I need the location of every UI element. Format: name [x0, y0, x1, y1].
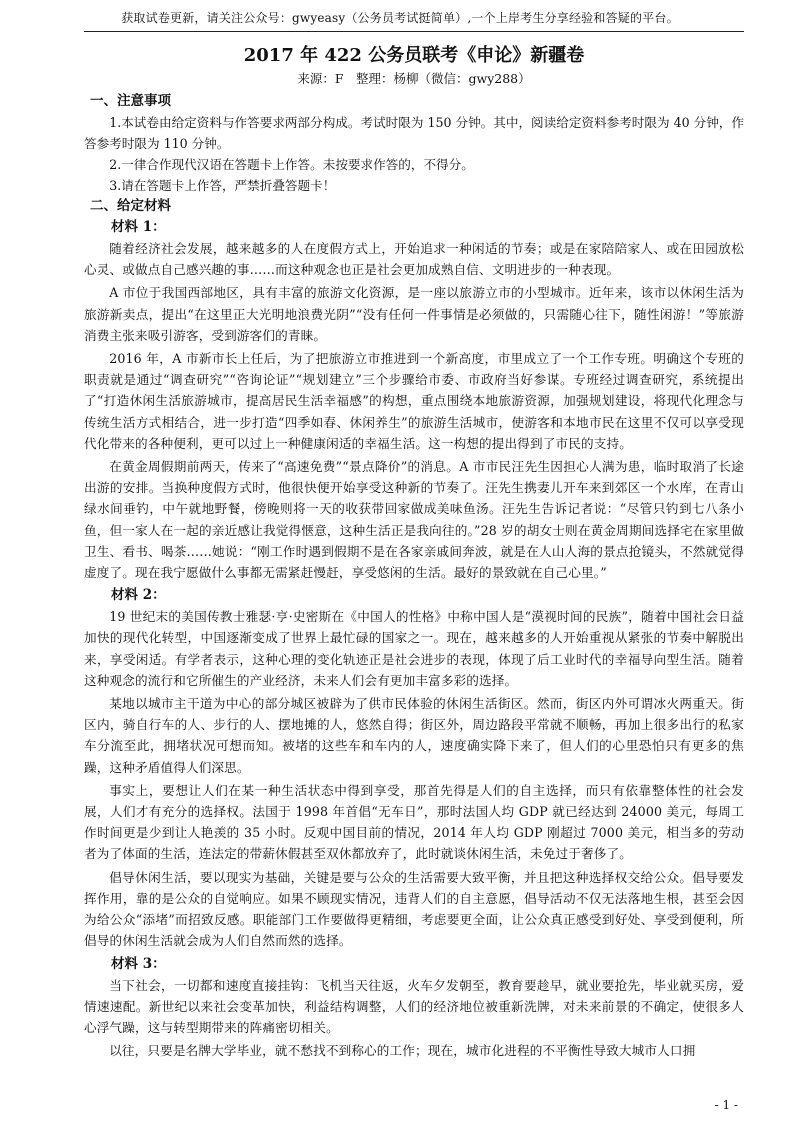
- header-notice: 获取试卷更新，请关注公众号：gwyeasy（公务员考试挺简单）,一个上岸考生分享经验和答疑的平台。: [121, 11, 679, 25]
- header-divider: [84, 31, 744, 32]
- document-source: 来源：F 整理：杨柳（微信：gwy288）: [297, 71, 531, 86]
- material-1-paragraph: 随着经济社会发展，越来越多的人在度假方式上，开始追求一种闲适的节奏；或是在家陪陪家人、或在田园放松心灵、或做点自己感兴趣的事……而这种观念也正是社会更加成熟自信、文明进步的一种表现。: [84, 241, 744, 278]
- document-title: 2017 年 422 公务员联考《申论》新疆卷: [243, 45, 585, 66]
- section-heading-notes: 一、注意事项: [90, 93, 171, 109]
- material-2-label: 材料 2：: [111, 587, 166, 604]
- material-2-paragraph: 事实上，要想让人们在某一种生活状态中得到享受，那首先得是人们的自主选择，而只有依靠整体性的社会发展，人们才有充分的选择权。法国于 1998 年首倡“无车日”，那时法国人均 GDP 就已经达到 24000 美元，每周工作时间更是少到让人艳羡的 35 小时。反观中国目前的情况，2014 年人均 GDP 刚超过 7000 美元，相当多的劳动者为了体面的生活，连法定的带薪休假甚至双休都放弃了，此时就谈休闲生活，未免过于奢侈了。: [84, 782, 744, 862]
- page-number: - 1 -: [714, 1098, 738, 1112]
- material-1-label: 材料 1：: [111, 219, 166, 235]
- material-3-paragraph: 当下社会，一切都和速度直接挂钩：飞机当天往返，火车夕发朝至，教育要趁早，就业要抢先，毕业就买房，爱情速速配。新世纪以来社会变革加快，利益结构调整，人们的经济地位被重新洗牌，对未来前景的不确定，使很多人心浮气躁，这与转型期带来的阵痛密切相关。: [84, 977, 744, 1035]
- note-item: 3.请在答题卡上作答，严禁折叠答题卡！: [109, 178, 336, 193]
- note-item: 2.一律合作现代汉语在答题卡上作答。未按要求作答的，不得分。: [109, 157, 474, 172]
- document-body: [84, 43, 744, 1063]
- material-2-paragraph: 某地以城市主干道为中心的部分城区被辟为了供市民体验的休闲生活街区。然而，街区内外可谓冰火两重天。街区内，骑自行车的人、步行的人、摆地摊的人，悠然自得；街区外，周边路段平常就不顺畅，再加上很多出行的私家车分流至此，拥堵状况可想而知。被堵的这些车和车内的人，速度确实降下来了，但人们的心里恐怕只有更多的焦躁，这种矛盾值得人们深思。: [84, 696, 744, 775]
- material-2-paragraph: 倡导休闲生活，要以现实为基础，关键是要与公众的生活需要大致平衡，并且把这种选择权交给公众。倡导要发挥作用，靠的是公众的自觉响应。如果不顾现实情况，违背人们的自主意愿，倡导活动不仅无法落地生根，甚至会因为给公众“添堵”而招致反感。职能部门工作要做得更精细，考虑要更全面，让公众真正感受到好处、享受到便利，所倡导的休闲生活就会成为人们自然而然的选择。: [84, 869, 744, 949]
- section-heading-materials: 二、给定材料: [90, 198, 171, 214]
- material-1-paragraph: A 市位于我国西部地区，具有丰富的旅游文化资源，是一座以旅游立市的小型城市。近年来，该市以休闲生活为旅游新卖点，提出“在这里正大光明地浪费光阴”“没有任何一件事情是必须做的，只需随心往下，随性闲游！”等旅游消费主张来吸引游客，受到游客们的青睐。: [84, 285, 744, 343]
- material-2-paragraph: 19 世纪末的美国传教士雅瑟·亨·史密斯在《中国人的性格》中称中国人是“漠视时间的民族”，随着中国社会日益加快的现代化转型，中国逐渐变成了世界上最忙碌的国家之一。现在，越来越多的人开始重视从紧张的节奏中解脱出来，享受闲适。有学者表示，这种心理的变化轨迹正是社会进步的表现，体现了后工业时代的幸福导向型生活。随着这种观念的流行和它所催生的产业经济，未来人们会有更加丰富多彩的选择。: [84, 609, 744, 688]
- material-1-paragraph: 在黄金周假期前两天，传来了“高速免费”“景点降价”的消息。A 市市民汪先生因担心人满为患，临时取消了长途出游的安排。当换种度假方式时，他很快便开始享受这种新的节奏了。汪先生携妻儿开车来到郊区一个水库，在青山绿水间垂钓，中午就地野餐，傍晚则将一天的收获带回家做成美味鱼汤。汪先生告诉记者说：“尽管只钓到七八条小鱼，但一家人在一起的亲近感让我觉得惬意，这种生活正是我向往的。”28 岁的胡女士则在黄金周期间选择宅在家里做卫生、看书、喝茶……她说：“刚工作时遇到假期不是在各家亲戚间奔波，就是在人山人海的景点抢镜头，不然就觉得虚度了。现在我宁愿做什么事都无需紧赶慢赶，享受悠闲的生活。最好的景致就在自己心里。”: [84, 459, 744, 581]
- material-3-label: 材料 3：: [111, 955, 166, 972]
- note-item: 1.本试卷由给定资料与作答要求两部分构成。考试时限为 150 分钟。其中，阅读给定资料参考时限为 40 分钟，作答参考时限为 110 分钟。: [84, 115, 744, 151]
- material-3-paragraph: 以往，只要是名牌大学毕业，就不愁找不到称心的工作；现在，城市化进程的不平衡性导致大城市人口拥: [109, 1043, 696, 1059]
- material-1-paragraph: 2016 年，A 市新市长上任后，为了把旅游立市推进到一个新高度，市里成立了一个工作专班。明确这个专班的职责就是通过“调查研究”“咨询论证”“规划建立”三个步骤给市委、市政府当好参谋。专班经过调查研究，系统提出了“打造休闲生活旅游城市，提高居民生活幸福感”的构想，重点围绕本地旅游资源，加强规划建设，将现代化理念与传统生活方式相结合，进一步打造“四季如春、休闲养生”的旅游生活城市，使游客和本地市民在这里不仅可以享受现代化带来的各种便利，更可以过上一种健康闲适的幸福生活。这一构想的提出得到了市民的支持。: [84, 351, 744, 451]
